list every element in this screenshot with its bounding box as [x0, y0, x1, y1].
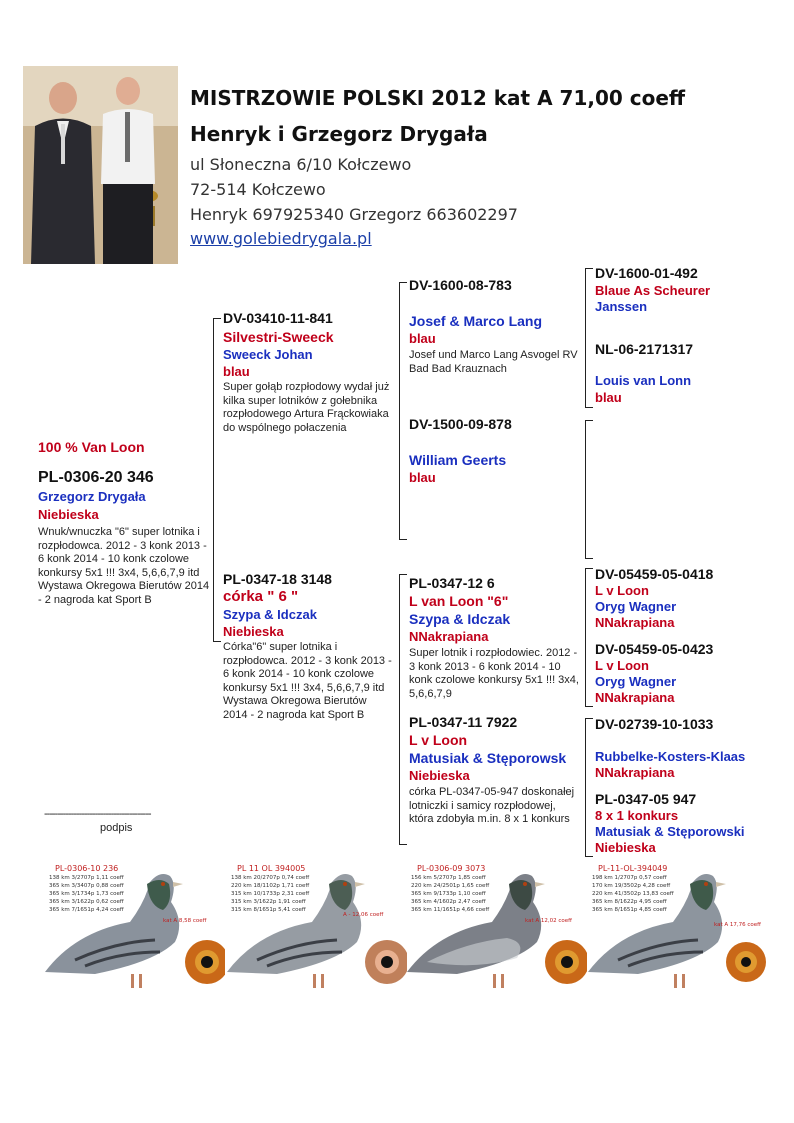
- father-name: Silvestri-Sweeck: [223, 329, 334, 345]
- result-line: 220 km 24/2501p 1,65 coeff: [411, 883, 490, 889]
- mmf-breeder: Rubbelke-Kosters-Klaas: [595, 749, 746, 764]
- bird-results: [231, 874, 309, 914]
- bracket-gen3-ff-bottom: [585, 407, 593, 408]
- breeders-photo: [23, 66, 178, 264]
- result-line: 365 km 3/1734p 1,73 coeff: [49, 891, 124, 897]
- father-breeder: Sweeck Johan: [223, 347, 313, 362]
- result-line: 365 km 4/1602p 2,47 coeff: [411, 899, 486, 905]
- bracket-gen3-mm: [585, 718, 586, 857]
- result-line: 365 km 3/3407p 0,88 coeff: [49, 883, 124, 889]
- mff-color: NNakrapiana: [595, 615, 675, 630]
- result-line: 198 km 1/2707p 0,57 coeff: [592, 875, 667, 881]
- bracket-gen3-fm: [585, 420, 586, 559]
- bracket-gen3-ff-top: [585, 268, 593, 269]
- bird-coeff: kat A 17,76 coeff: [714, 922, 761, 928]
- mf-breeder: Szypa & Idczak: [409, 611, 511, 627]
- mm-ring: PL-0347-11 7922: [409, 714, 518, 730]
- result-line: 138 km 3/2707p 1,11 coeff: [49, 875, 124, 881]
- mm-description: córka PL-0347-05-947 doskonałej lotniczki i samicy rozpłodowej, która zdobyła m.in. 8 x 1 konkurs: [409, 786, 575, 825]
- result-line: 220 km 41/3502p 13,83 coeff: [592, 891, 674, 897]
- bracket-gen1-bottom: [213, 641, 221, 642]
- bracket-gen2-father: [399, 282, 400, 540]
- mf-ring: PL-0347-12 6: [409, 575, 495, 591]
- address-line-2: 72-514 Kołczewo: [190, 180, 326, 199]
- ffm-breeder: Louis van Lonn: [595, 373, 692, 388]
- bracket-gen2-mother: [399, 574, 400, 845]
- mf-description: Super lotnik i rozpłodowiec. 2012 - 3 konk 2013 - 6 konk 2014 - 10 konk czolowe konkursy 5x1 !!! 3x4, 5,6,6,7,9: [409, 647, 579, 700]
- bloodline-tag: 100 % Van Loon: [38, 439, 145, 455]
- result-line: 138 km 20/2707p 0,74 coeff: [231, 875, 310, 881]
- signature-line: ----------------------------------------: [44, 808, 151, 820]
- mfm-breeder: Oryg Wagner: [595, 674, 677, 689]
- bird-results: [411, 874, 489, 914]
- result-line: 220 km 18/1102p 1,71 coeff: [231, 883, 310, 889]
- mm-name: L v Loon: [409, 732, 468, 748]
- mm-color: Niebieska: [409, 768, 470, 783]
- father-color: blau: [223, 364, 250, 379]
- bird-title: PL-0306-10 236: [55, 864, 119, 873]
- bird-coeff: A - 12,06 coeff: [343, 912, 384, 918]
- mfm-color: NNakrapiana: [595, 690, 675, 705]
- ff-description: Josef und Marco Lang Asvogel RV Bad Bad Krauznach: [409, 349, 578, 375]
- main-owner: Grzegorz Drygała: [38, 489, 146, 504]
- result-line: 365 km 7/1651p 4,24 coeff: [49, 907, 124, 913]
- address-line-1: ul Słoneczna 6/10 Kołczewo: [190, 155, 412, 174]
- mff-ring: DV-05459-05-0418: [595, 566, 714, 582]
- mff-name: L v Loon: [595, 583, 649, 598]
- bracket-gen2-mother-bottom: [399, 844, 407, 845]
- mmm-breeder: Matusiak & Stęporowski: [595, 824, 745, 839]
- mother-color: Niebieska: [223, 624, 284, 639]
- website-link[interactable]: www.golebiedrygala.pl: [190, 229, 372, 248]
- result-line: 365 km 3/1622p 0,62 coeff: [49, 899, 124, 905]
- mother-description: Córka"6" super lotnika i rozpłodowca. 2012 - 3 konk 2013 - 6 konk 2014 - 10 konk czolowe konkursy 5x1 !!! 3x4, 5,6,6,7,9 itd Wystawa Okregowa Bierutów 2014 - 2 nagroda kat Sport B: [223, 641, 392, 721]
- result-line: 365 km 8/1622p 4,95 coeff: [592, 899, 667, 905]
- page-title: MISTRZOWIE POLSKI 2012 kat A 71,00 coeff: [190, 86, 686, 110]
- breeder-names: Henryk i Grzegorz Drygała: [190, 122, 488, 146]
- phone-numbers: Henryk 697925340 Grzegorz 663602297: [190, 205, 518, 224]
- bird-coeff: kat A 12,02 coeff: [525, 918, 572, 924]
- fff-name: Blaue As Scheurer: [595, 283, 711, 298]
- father-description: Super gołąb rozpłodowy wydał już kilka super lotników z gołebnika rozpłodowego Artura Frąckowiaka do wspólnego połaczenia: [223, 381, 390, 434]
- bird-title: PL 11 OL 394005: [237, 864, 306, 873]
- photo-illustration: [23, 66, 178, 264]
- ffm-color: blau: [595, 390, 622, 405]
- fff-ring: DV-1600-01-492: [595, 265, 698, 281]
- bracket-gen3-mf-top: [585, 568, 593, 569]
- mff-breeder: Oryg Wagner: [595, 599, 677, 614]
- result-line: 315 km 8/1651p 5,41 coeff: [231, 907, 306, 913]
- mfm-ring: DV-05459-05-0423: [595, 641, 714, 657]
- result-line: 170 km 19/3502p 4,28 coeff: [592, 883, 671, 889]
- bird-results: [49, 874, 124, 914]
- result-line: 365 km 9/1733p 1,10 coeff: [411, 891, 486, 897]
- mm-breeder: Matusiak & Stęporowsk: [409, 750, 567, 766]
- bracket-gen2-father-top: [399, 282, 407, 283]
- bracket-gen3-fm-top: [585, 420, 593, 421]
- result-line: 315 km 3/1622p 1,91 coeff: [231, 899, 306, 905]
- ff-ring: DV-1600-08-783: [409, 277, 512, 293]
- result-line: 315 km 10/1733p 2,31 coeff: [231, 891, 310, 897]
- bird-title: PL-0306-09 3073: [417, 864, 486, 873]
- bird-coeff: kat A 8,58 coeff: [163, 918, 207, 924]
- mmf-ring: DV-02739-10-1033: [595, 716, 714, 732]
- result-line: 156 km 5/2707p 1,85 coeff: [411, 875, 486, 881]
- bracket-gen1: [213, 318, 214, 642]
- main-description: Wnuk/wnuczka "6" super lotnika i rozpłodowca. 2012 - 3 konk 2013 - 6 konk 2014 - 10 konk czolowe konkursy 5x1 !!! 3x4, 5,6,6,7,9 itd Wystawa Okregowa Bierutów 2014 - 2 nagroda kat Sport B: [38, 526, 210, 606]
- father-ring: DV-03410-11-841: [223, 310, 333, 326]
- bracket-gen3-mm-top: [585, 718, 593, 719]
- fm-color: blau: [409, 470, 436, 485]
- mf-color: NNakrapiana: [409, 629, 489, 644]
- mmm-color: Niebieska: [595, 840, 656, 855]
- bracket-gen2-mother-top: [399, 574, 407, 575]
- mother-breeder: Szypa & Idczak: [223, 607, 317, 622]
- mf-name: L van Loon "6": [409, 593, 509, 609]
- fff-breeder: Janssen: [595, 299, 648, 314]
- bracket-gen3-ff: [585, 268, 586, 408]
- fm-breeder: William Geerts: [409, 452, 507, 468]
- mother-ring: PL-0347-18 3148: [223, 571, 332, 587]
- bird-card: [35, 862, 225, 992]
- mmm-name: 8 x 1 konkurs: [595, 808, 679, 823]
- mmf-color: NNakrapiana: [595, 765, 675, 780]
- bracket-gen3-fm-bottom: [585, 558, 593, 559]
- bird-card: [578, 862, 768, 992]
- main-color: Niebieska: [38, 507, 99, 522]
- bracket-gen2-father-bottom: [399, 539, 407, 540]
- main-ring-number: PL-0306-20 346: [38, 469, 154, 486]
- ffm-ring: NL-06-2171317: [595, 341, 694, 357]
- mother-name: córka " 6 ": [223, 588, 299, 605]
- bird-results: [592, 874, 674, 914]
- ff-breeder: Josef & Marco Lang: [409, 313, 543, 329]
- bracket-gen3-mm-bottom: [585, 856, 593, 857]
- result-line: 365 km 11/1651p 4,66 coeff: [411, 907, 490, 913]
- bird-card: [217, 862, 407, 992]
- result-line: 365 km 8/1651p 4,85 coeff: [592, 907, 667, 913]
- ff-color: blau: [409, 331, 436, 346]
- signature-label: podpis: [100, 822, 133, 834]
- fm-ring: DV-1500-09-878: [409, 416, 512, 432]
- bird-title: PL-11-OL-394049: [598, 864, 668, 873]
- mmm-ring: PL-0347-05 947: [595, 791, 697, 807]
- bird-card: [397, 862, 587, 992]
- bracket-gen3-mf: [585, 568, 586, 707]
- bracket-gen3-mf-bottom: [585, 706, 593, 707]
- mfm-name: L v Loon: [595, 658, 649, 673]
- bracket-gen1-top: [213, 318, 221, 319]
